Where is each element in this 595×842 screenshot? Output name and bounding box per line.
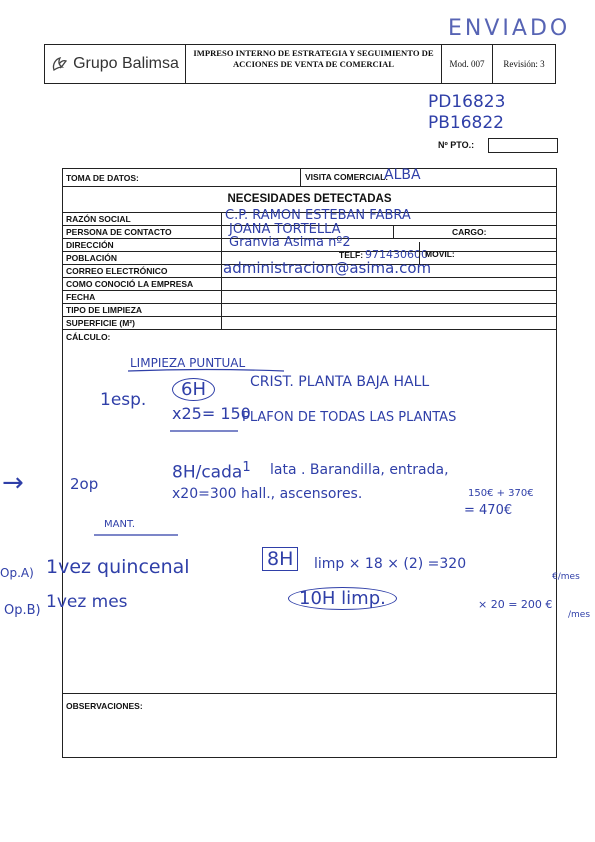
telf-label: TELF: [339,250,364,260]
note-op-a: Op.A) [0,566,34,580]
note-6h: 6H [172,378,215,401]
row-fecha [63,291,556,304]
persona-contacto-value: JOANA TORTELLA [229,222,341,237]
revision-number: Revisión: 3 [503,59,545,69]
note-mant: MANT. [104,519,136,530]
direccion-value: Granvia Asima nº2 [229,235,351,250]
note-mes-a: €/mes [552,572,580,582]
document-title: IMPRESO INTERNO DE ESTRATEGIA Y SEGUIMIENTO DE ACCIONES DE VENTA DE COMERCIAL [186,45,442,83]
row-correo [63,259,556,278]
company-logo [45,45,186,83]
cargo-label: CARGO: [452,227,487,237]
note-crist: CRIST. PLANTA BAJA HALL [250,374,430,390]
observaciones-label: OBSERVACIONES: [66,701,143,711]
note-sum: 150€ + 370€ [468,488,534,499]
note-calc-b: × 20 = 200 € [478,598,553,611]
note-arrow: → [2,468,24,498]
note-op-b: Op.B) [4,603,41,618]
note-esp2: 2op [70,475,99,493]
movil-label: MOVIL: [425,249,455,259]
note-vez-quincenal: 1vez quincenal [46,556,190,578]
note-8h-cada-text: 8H/cada [172,462,243,483]
note-limpieza-puntual: LIMPIEZA PUNTUAL [130,356,246,370]
como-conocio-label: COMO CONOCIÓ LA EMPRESA [66,279,194,289]
npto-field[interactable] [488,138,558,153]
note-calc1-underline [168,428,240,434]
razon-social-label: RAZÓN SOCIAL [66,214,131,224]
correo-value: administracion@asima.com [223,259,432,277]
note-10h-limp: 10H limp. [288,587,397,610]
superficie-label: SUPERFICIE (M²) [66,318,135,328]
row-superficie [63,317,556,330]
calculo-label: CÁLCULO: [66,332,111,342]
visita-comercial-value: ALBA [384,167,421,183]
npto-label: Nº PTO.: [438,140,475,150]
label-divider [221,213,222,330]
observaciones-divider [63,693,556,694]
fecha-label: FECHA [66,292,96,302]
note-mes-b: /mes [568,610,591,620]
module-number: Mod. 007 [442,45,493,83]
note-8h-box: 8H [262,547,298,571]
persona-contacto-label: PERSONA DE CONTACTO [66,227,172,237]
row-como-conocio [63,278,556,291]
budget-ref-1: PD16823 [428,92,506,112]
form-header [44,44,556,84]
note-esp1: 1esp. [100,390,147,410]
note-vez-mes: 1vez mes [46,592,128,612]
note-cada-num: 1 [242,460,251,475]
note-lata: lata . Barandilla, entrada, [270,462,449,478]
telf-value: 971430600 [365,248,428,261]
budget-ref-2: PB16822 [428,113,504,133]
tipo-limpieza-label: TIPO DE LIMPIEZA [66,305,143,315]
company-name: Grupo Balimsa [73,55,179,72]
note-limp-a: limp × 18 × (2) =320 [314,556,467,572]
note-calc1: x25= 150 [172,404,251,423]
note-8h-cada [172,460,251,483]
razon-social-value: C.P. RAMON ESTEBAN FABRA [225,208,411,223]
balimsa-logo-icon [51,55,67,73]
section-title: NECESIDADES DETECTADAS [227,193,392,205]
toma-datos-label: TOMA DE DATOS: [66,173,139,183]
note-calc2: x20=300 hall., ascensores. [172,486,363,502]
note-total: = 470€ [464,503,513,518]
note-plafon: PLAFON DE TODAS LAS PLANTAS [242,410,457,425]
direccion-label: DIRECCIÓN [66,240,114,250]
sent-stamp: ENVIADO [448,16,571,41]
poblacion-label: POBLACIÓN [66,253,117,263]
correo-label: CORREO ELECTRÓNICO [66,266,168,276]
row-direccion [63,235,556,252]
row-toma-datos [63,169,556,187]
row-tipo-limpieza [63,304,556,317]
visita-comercial-label: VISITA COMERCIAL: [305,172,389,182]
note-mant-underline [92,532,180,538]
